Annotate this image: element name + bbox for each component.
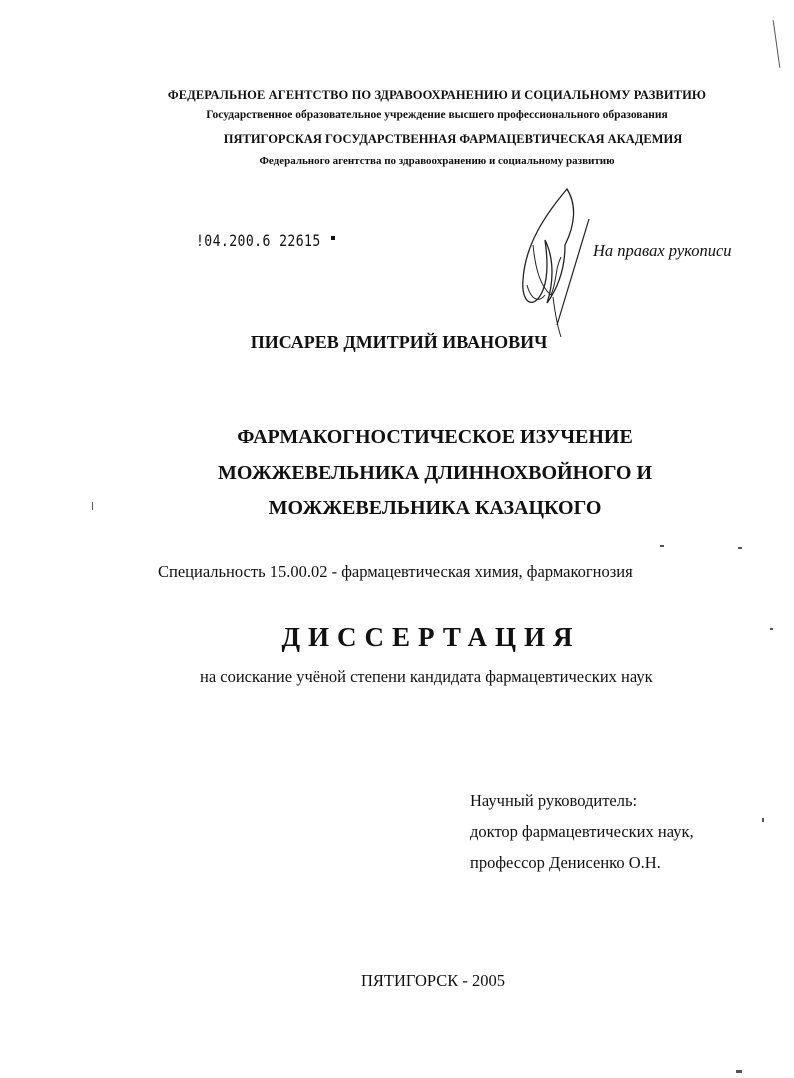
advisor-rank: доктор фармацевтических наук, xyxy=(470,822,694,841)
scan-speck xyxy=(738,547,742,549)
scan-speck xyxy=(660,545,664,547)
scan-artifact-line xyxy=(773,20,781,68)
rights-note: На правах рукописи xyxy=(593,241,732,260)
advisor-name: профессор Денисенко О.Н. xyxy=(470,853,661,872)
academy-name: ПЯТИГОРСКАЯ ГОСУДАРСТВЕННАЯ ФАРМАЦЕВТИЧЕСКАЯ АКАДЕМИЯ xyxy=(223,132,683,146)
thesis-title-line-1: ФАРМАКОГНОСТИЧЕСКОЕ ИЗУЧЕНИЕ xyxy=(237,426,633,448)
city-year: ПЯТИГОРСК - 2005 xyxy=(360,971,506,990)
scan-speck xyxy=(762,818,764,822)
document-type-heading: ДИССЕРТАЦИЯ xyxy=(281,622,581,652)
scan-speck xyxy=(92,502,93,510)
scan-speck xyxy=(736,1070,742,1073)
specialty-line: Специальность 15.00.02 - фармацевтическая химия, фармакогнозия xyxy=(158,562,633,581)
author-name: ПИСАРЕВ ДМИТРИЙ ИВАНОВИЧ xyxy=(250,332,548,352)
agency-affiliation: Федерального агентства по здравоохранению и социальному развитию xyxy=(259,155,615,167)
thesis-title-line-3: МОЖЖЕВЕЛЬНИКА КАЗАЦКОГО xyxy=(268,497,602,519)
library-stamp-number: !04.200.6 22615 xyxy=(196,231,321,250)
advisor-label: Научный руководитель: xyxy=(470,791,638,810)
institution-type: Государственное образовательное учреждение высшего профессионального образования xyxy=(206,109,668,121)
stamp-dot xyxy=(331,236,335,240)
degree-line: на соискание учёной степени кандидата фармацевтических наук xyxy=(200,667,653,686)
scan-speck xyxy=(770,628,773,630)
handwritten-signature xyxy=(505,185,615,345)
thesis-title-line-2: МОЖЖЕВЕЛЬНИКА ДЛИННОХВОЙНОГО И xyxy=(217,462,653,484)
agency-heading: ФЕДЕРАЛЬНОЕ АГЕНТСТВО ПО ЗДРАВООХРАНЕНИЮ И СОЦИАЛЬНОМУ РАЗВИТИЮ xyxy=(167,88,707,102)
